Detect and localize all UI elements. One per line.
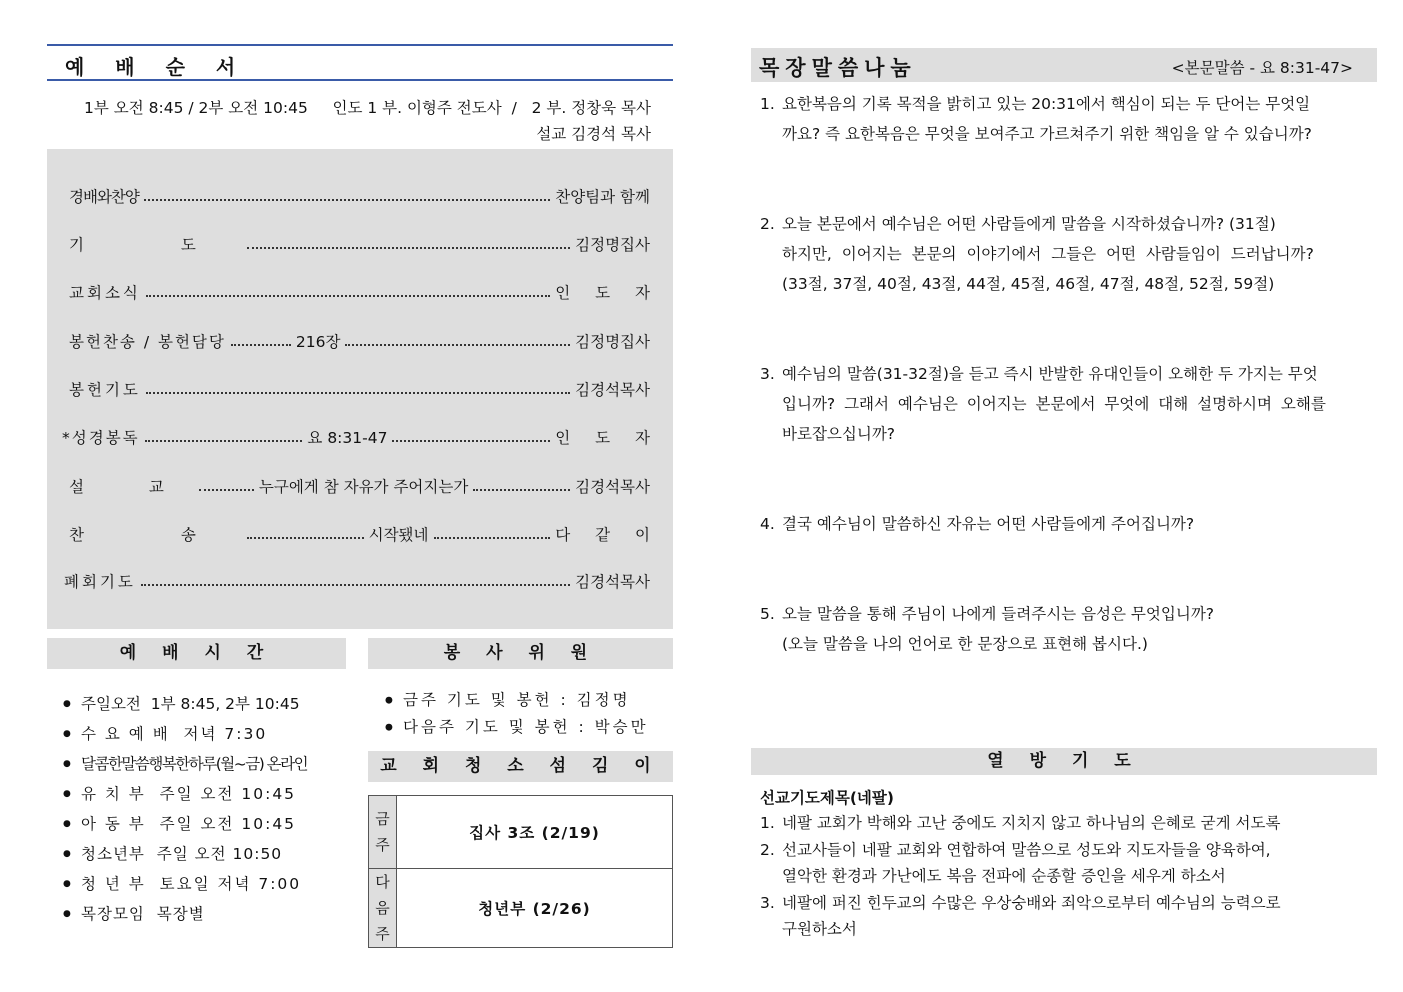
dot-leader [392, 440, 550, 442]
cleaning-side-label [369, 869, 397, 948]
question-text: 바로잡으십니까? [782, 425, 896, 443]
order-row-label: 교회소식 [69, 284, 141, 302]
dot-leader [146, 295, 550, 297]
order-row-right: 인 도 자 [555, 284, 660, 302]
order-row-label: 찬 송 [69, 526, 242, 544]
cleaning-side-text: 금 주 [375, 810, 390, 854]
question-number: 1. [760, 95, 775, 113]
list-item: ● 목장모임 목장별 [63, 899, 353, 929]
question-2 [760, 209, 1368, 299]
question-3 [760, 359, 1368, 449]
question-text: 입니까? 그래서 예수님은 이어지는 본문에서 무엇에 대해 설명하시며 오해를 [782, 395, 1326, 413]
table-row [369, 869, 673, 948]
order-row-label: 설 교 [69, 478, 194, 496]
dot-leader [141, 584, 570, 586]
prayer-list [760, 810, 1368, 943]
order-row-worship [69, 185, 650, 207]
order-row-offering-hymn [69, 330, 650, 352]
cleaning-side-text: 다 음 주 [375, 873, 390, 943]
list-item: ● 청소년부 주일 오전 10:50 [63, 839, 353, 869]
question-number: 4. [760, 515, 775, 533]
question-text: 까요? 즉 요한복음은 무엇을 보여주고 가르쳐주기 위한 책임을 알 수 있습니까? [782, 125, 1312, 143]
volunteers-header: 봉 사 위 원 [368, 638, 673, 669]
prayer-text: 네팔 교회가 박해와 고난 중에도 지치지 않고 하나님의 은혜로 굳게 서도록 [782, 814, 1281, 832]
question-number: 3. [760, 365, 775, 383]
question-text: (오늘 말씀을 나의 언어로 한 문장으로 표현해 봅시다.) [782, 635, 1148, 653]
order-row-label: 봉헌찬송 / 봉헌담당 [69, 333, 226, 351]
order-row-right: 김정명집사 [575, 333, 650, 351]
list-item: ● 금주 기도 및 봉헌 : 김정명 [385, 687, 675, 714]
prayer-number: 1. [760, 814, 775, 832]
order-row-label: 봉헌기도 [69, 381, 141, 399]
order-of-service-title: 예 배 순 서 [65, 55, 248, 79]
order-row-hymn [69, 523, 660, 545]
list-item: ● 청 년 부 토요일 저녁 7:00 [63, 869, 353, 899]
list-item: ● 수 요 예 배 저녁 7:30 [63, 719, 353, 749]
list-item [760, 810, 1368, 837]
preacher-line: 설교 김경석 목사 [536, 125, 651, 143]
order-row-middle: 216장 [295, 333, 341, 351]
dot-leader [247, 247, 570, 249]
cleaning-side-label [369, 796, 397, 869]
order-row-right: 김정명집사 [575, 236, 650, 254]
question-text: 하지만, 이어지는 본문의 이야기에서 그들은 어떤 사람들임이 드러납니까? [782, 245, 1314, 263]
sharing-header [751, 48, 1377, 82]
order-row-sermon [69, 475, 650, 497]
order-row-news [69, 281, 660, 303]
service-times-list [63, 689, 353, 929]
list-item [760, 890, 1368, 917]
table-row [369, 796, 673, 869]
order-of-service-box [47, 149, 673, 629]
service-leaders-line: 1부 오전 8:45 / 2부 오전 10:45 인도 1 부. 이형주 전도사 / 2 부. 정창욱 목사 [84, 99, 651, 117]
order-row-offering-prayer [69, 378, 650, 400]
cleaning-table [368, 795, 673, 948]
prayer-number: 2. [760, 840, 775, 859]
order-row-middle: 누구에게 참 자유가 주어지는가 [258, 478, 469, 496]
order-row-right: 인 도 자 [555, 429, 660, 447]
list-item: ● 유 치 부 주일 오전 10:45 [63, 779, 353, 809]
dot-leader [145, 440, 303, 442]
question-1 [760, 89, 1368, 149]
prayer-text: 선교사들이 네팔 교회와 연합하여 말씀으로 성도와 지도자들을 양육하여, [782, 840, 1271, 859]
service-times-header: 예 배 시 간 [47, 638, 346, 669]
dot-leader [247, 537, 364, 539]
order-row-label: *성경봉독 [62, 429, 140, 447]
question-text: 오늘 말씀을 통해 주님이 나에게 들려주시는 음성은 무엇입니까? [782, 605, 1215, 623]
dot-leader [345, 344, 570, 346]
list-item [760, 837, 1368, 864]
order-row-middle: 요 8:31-47 [307, 429, 388, 447]
list-item: ● 다음주 기도 및 봉헌 : 박승만 [385, 714, 675, 741]
dot-leader [146, 392, 570, 394]
list-item: ● 주일오전 1부 8:45, 2부 10:45 [63, 689, 353, 719]
question-text: (33절, 37절, 40절, 43절, 44절, 45절, 46절, 47절, 48절, 52절, 59절) [782, 275, 1275, 293]
question-number: 2. [760, 215, 775, 233]
order-row-label: 경배와찬양 [69, 188, 139, 206]
volunteers-list [385, 687, 675, 741]
sharing-reference: <본문말씀 - 요 8:31-47> [1171, 59, 1353, 77]
prayer-header: 열 방 기 도 [751, 748, 1377, 775]
order-row-right: 김경석목사 [575, 381, 650, 399]
order-row-right: 김경석목사 [575, 478, 650, 496]
dot-leader [199, 489, 254, 491]
dot-leader [231, 344, 291, 346]
prayer-text: 구원하소서 [782, 920, 857, 938]
sharing-title: 목장말씀나눔 [759, 56, 917, 80]
cleaning-value: 집사 3조 (2/19) [397, 796, 673, 869]
order-row-right: 김경석목사 [575, 573, 650, 591]
dot-leader [434, 537, 551, 539]
cleaning-value: 청년부 (2/26) [397, 869, 673, 948]
question-text: 예수님의 말씀(31-32절)을 듣고 즉시 반발한 유대인들이 오해한 두 가지는 무엇 [782, 365, 1318, 383]
order-row-prayer [69, 233, 650, 255]
cleaning-header: 교 회 청 소 섬 김 이 [368, 751, 673, 782]
prayer-number: 3. [760, 893, 775, 912]
order-row-scripture [62, 426, 660, 448]
dot-leader [473, 489, 570, 491]
question-4 [760, 509, 1368, 539]
question-text: 오늘 본문에서 예수님은 어떤 사람들에게 말씀을 시작하셨습니까? (31절) [782, 215, 1276, 233]
list-item: ● 달콤한말씀행복한하루(월~금) 온라인 [63, 749, 353, 779]
prayer-text: 네팔에 퍼진 힌두교의 수많은 우상숭배와 죄악으로부터 예수님의 능력으로 [782, 893, 1281, 912]
order-row-right: 다 같 이 [555, 526, 660, 544]
order-row-closing-prayer [64, 570, 650, 592]
question-text: 결국 예수님이 말씀하신 자유는 어떤 사람들에게 주어집니까? [782, 515, 1195, 533]
question-number: 5. [760, 605, 775, 623]
order-row-label: 기 도 [69, 236, 242, 254]
prayer-subtitle: 선교기도제목(네팔) [760, 789, 894, 807]
order-row-middle: 시작됐네 [368, 526, 429, 544]
question-5 [760, 599, 1368, 659]
order-row-right: 찬양팀과 함께 [555, 188, 650, 206]
question-text: 요한복음의 기록 목적을 밝히고 있는 20:31에서 핵심이 되는 두 단어는 무엇일 [782, 95, 1311, 113]
list-item: ● 아 동 부 주일 오전 10:45 [63, 809, 353, 839]
order-row-label: 폐회기도 [64, 573, 136, 591]
dot-leader [144, 199, 550, 201]
order-of-service-header [47, 44, 673, 81]
prayer-text: 열악한 환경과 가난에도 복음 전파에 순종할 증인을 세우게 하소서 [782, 867, 1226, 885]
